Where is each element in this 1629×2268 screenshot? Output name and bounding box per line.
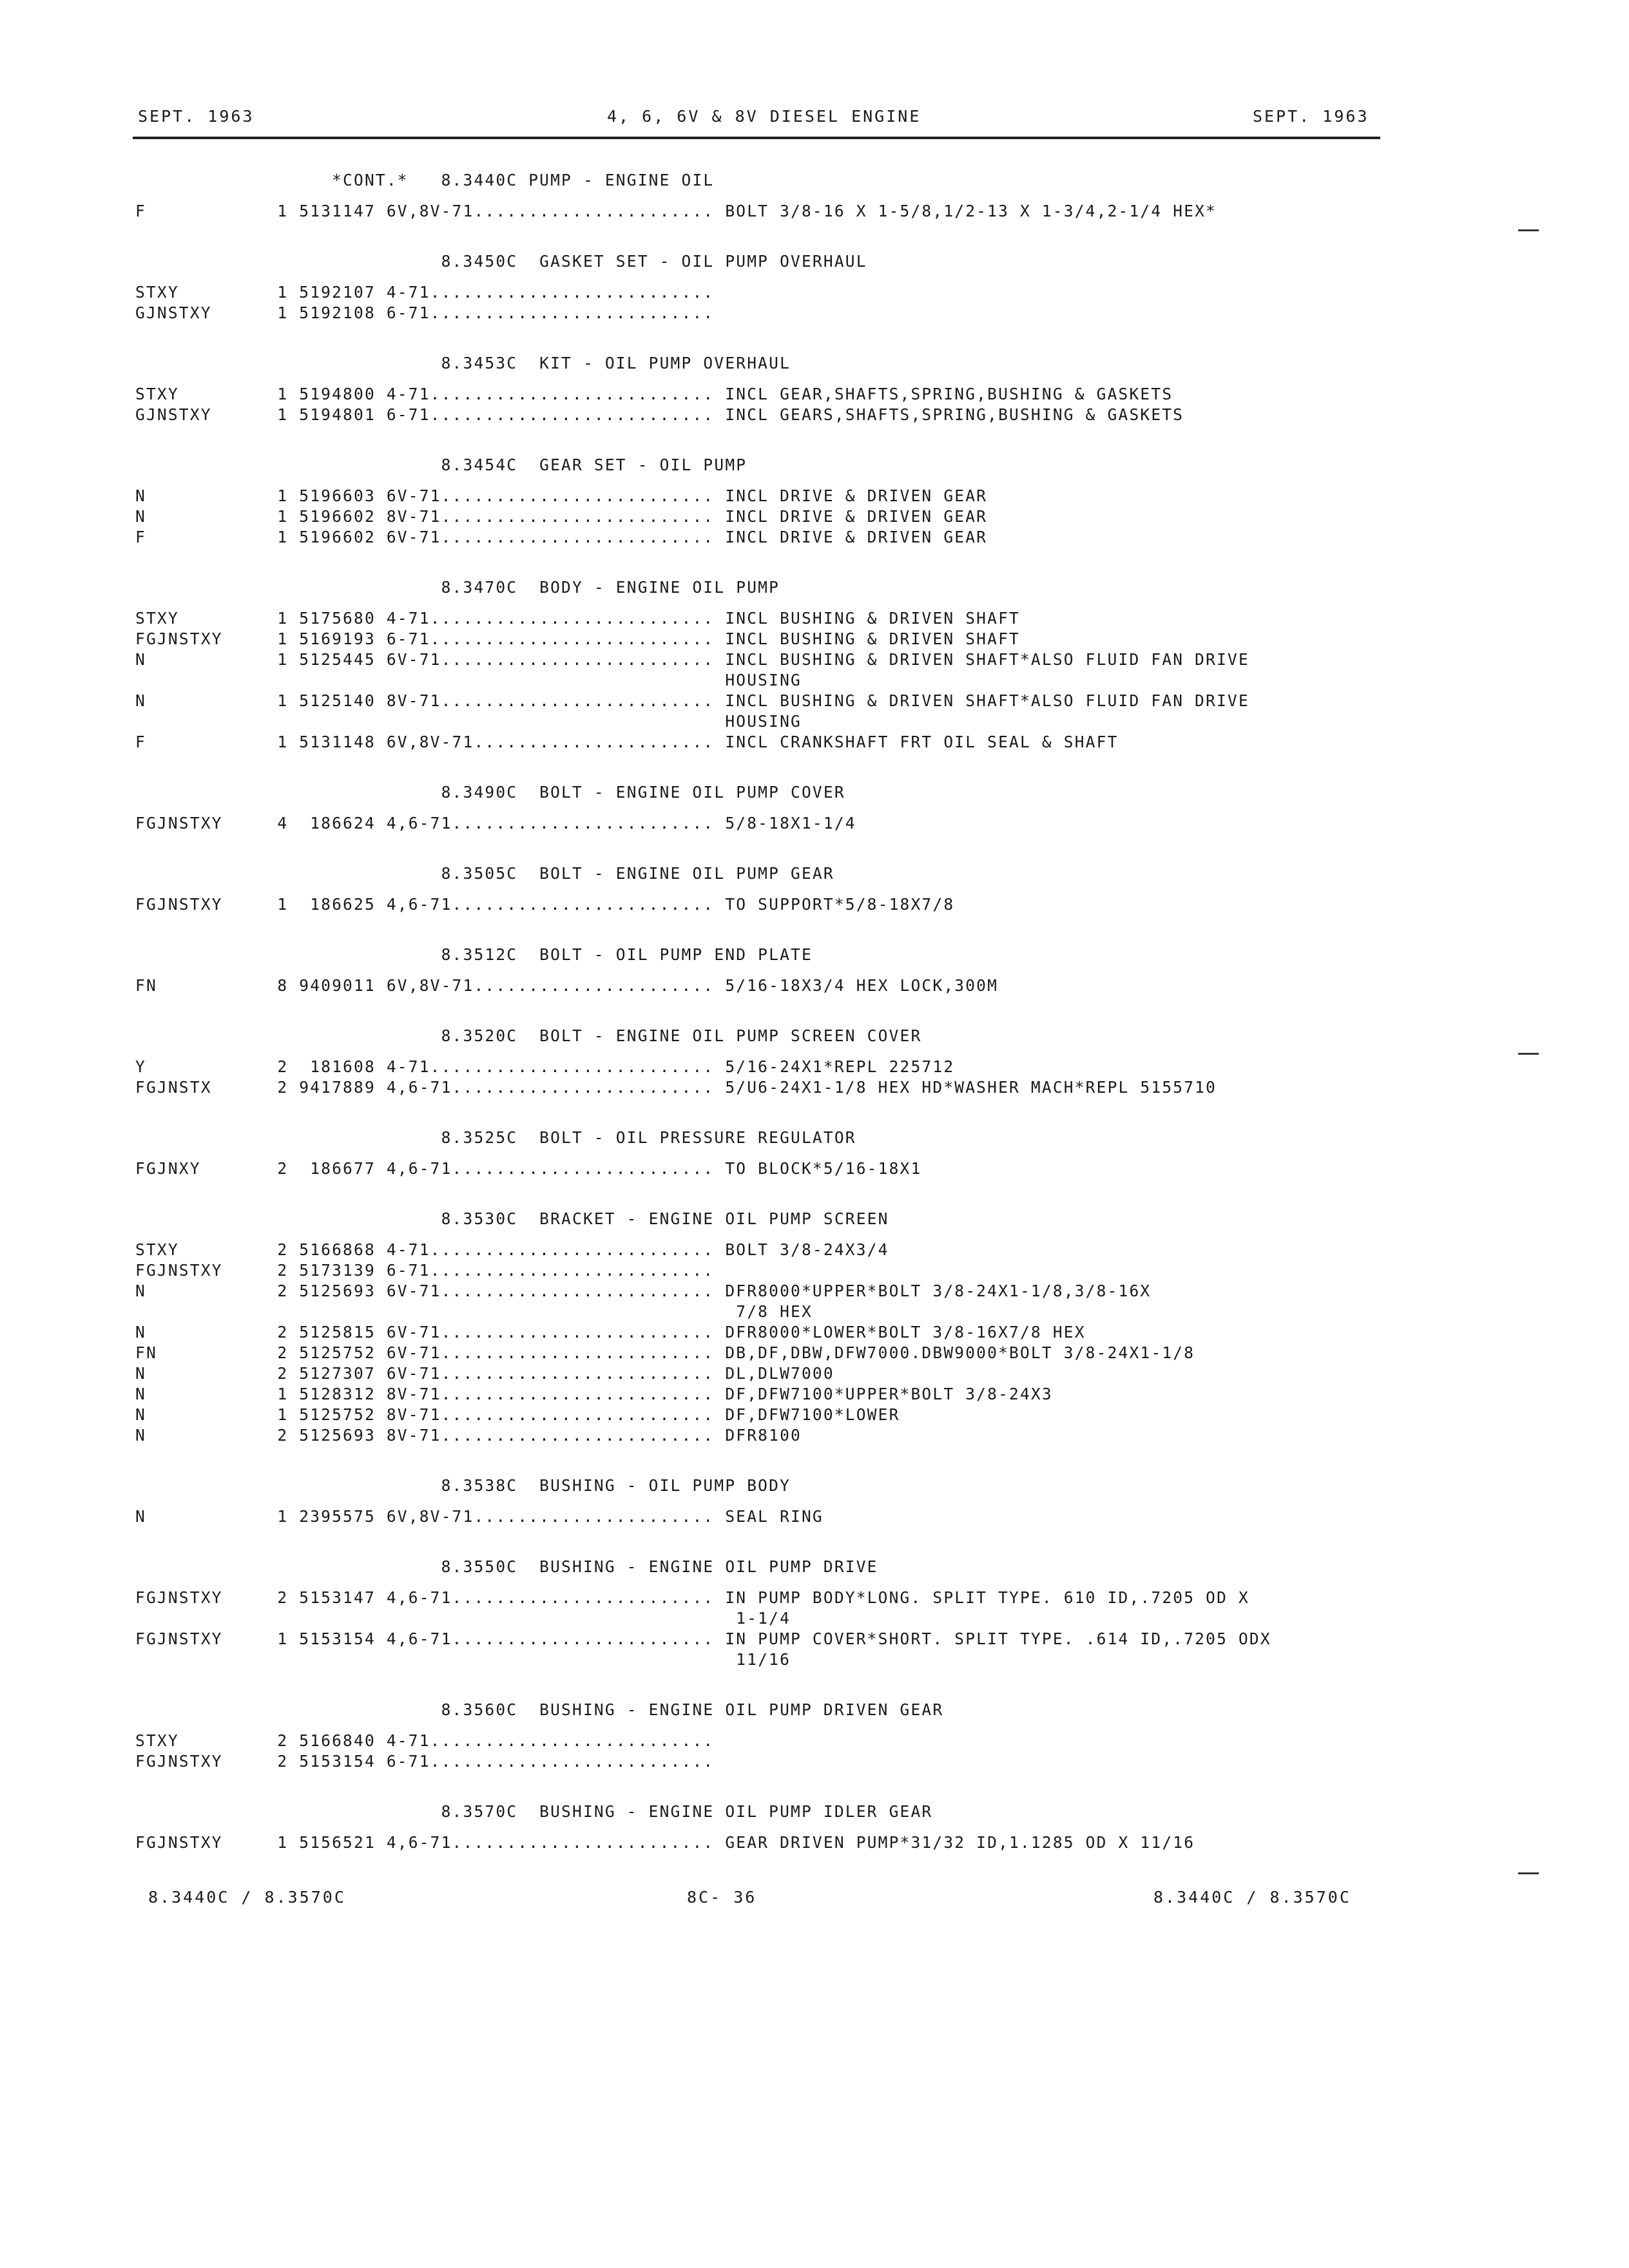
section-heading: 8.3538C BUSHING - OIL PUMP BODY [135, 1476, 791, 1495]
part-row: 11/16 [135, 1650, 791, 1669]
part-row: FN 2 5125752 6V-71......................... DB,DF,DBW,DFW7000.DBW9000*BOLT 3/8-24X1-1/8 [135, 1343, 1195, 1362]
part-row: F 1 5131148 6V,8V-71...................... INCL CRANKSHAFT FRT OIL SEAL & SHAFT [135, 733, 1119, 751]
part-row: FGJNSTXY 1 5169193 6-71.......................... INCL BUSHING & DRIVEN SHAFT [135, 629, 1020, 648]
section-spacer [135, 1446, 1398, 1465]
part-row: FGJNSTXY 2 5173139 6-71.......................... [135, 1261, 715, 1280]
part-row: STXY 1 5192107 4-71.......................... [135, 283, 715, 302]
part-row: HOUSING [135, 671, 802, 689]
part-row: F 1 5196602 6V-71......................... INCL DRIVE & DRIVEN GEAR [135, 528, 988, 546]
part-row: FGJNXY 2 186677 4,6-71........................ TO BLOCK*5/16-18X1 [135, 1159, 922, 1178]
section-spacer [135, 1772, 1398, 1791]
section-heading: 8.3453C KIT - OIL PUMP OVERHAUL [135, 354, 791, 372]
section-heading: 8.3454C GEAR SET - OIL PUMP [135, 456, 747, 474]
header-date-right: SEPT. 1963 [1253, 107, 1369, 126]
part-row: N 1 5196603 6V-71......................... INCL DRIVE & DRIVEN GEAR [135, 486, 988, 505]
section-heading: 8.3530C BRACKET - ENGINE OIL PUMP SCREEN [135, 1209, 889, 1228]
part-row: HOUSING [135, 712, 802, 731]
part-row: STXY 1 5175680 4-71.......................... INCL BUSHING & DRIVEN SHAFT [135, 609, 1020, 628]
part-row: STXY 1 5194800 4-71.......................... INCL GEAR,SHAFTS,SPRING,BUSHING & GASKETS [135, 385, 1173, 403]
section-spacer [135, 1527, 1398, 1546]
part-row: N 1 5125140 8V-71......................... INCL BUSHING & DRIVEN SHAFT*ALSO FLUID FAN DRIVE [135, 691, 1249, 710]
section-spacer [135, 834, 1398, 853]
section-spacer [135, 1179, 1398, 1198]
section-heading: 8.3490C BOLT - ENGINE OIL PUMP COVER [135, 783, 845, 802]
header-title: 4, 6, 6V & 8V DIESEL ENGINE [607, 107, 921, 126]
section-heading: 8.3512C BOLT - OIL PUMP END PLATE [135, 945, 813, 964]
part-row: N 2 5125693 8V-71......................... DFR8100 [135, 1426, 802, 1445]
margin-mark [1518, 229, 1539, 231]
part-row: FGJNSTXY 4 186624 4,6-71........................ 5/8-18X1-1/4 [135, 814, 856, 832]
part-row: N 2 5125693 6V-71......................... DFR8000*UPPER*BOLT 3/8-24X1-1/8,3/8-16X [135, 1282, 1152, 1300]
part-row: N 1 2395575 6V,8V-71...................... SEAL RING [135, 1507, 824, 1526]
section-spacer [135, 1853, 1398, 1872]
section-heading: 8.3470C BODY - ENGINE OIL PUMP [135, 578, 780, 597]
part-row: STXY 2 5166868 4-71.......................... BOLT 3/8-24X3/4 [135, 1240, 889, 1259]
header-rule [133, 137, 1380, 139]
footer-page-number: 8C- 36 [687, 1888, 757, 1907]
header-date-left: SEPT. 1963 [138, 107, 255, 126]
part-row: GJNSTXY 1 5194801 6-71.......................... INCL GEARS,SHAFTS,SPRING,BUSHING & GASKETS [135, 405, 1184, 424]
section-heading: 8.3525C BOLT - OIL PRESSURE REGULATOR [135, 1128, 856, 1147]
part-row: FGJNSTX 2 9417889 4,6-71........................ 5/U6-24X1-1/8 HEX HD*WASHER MACH*REPL 5155710 [135, 1078, 1217, 1097]
margin-mark [1518, 1872, 1539, 1874]
section-spacer [135, 222, 1398, 241]
parts-list [135, 160, 1398, 1872]
part-row: 7/8 HEX [135, 1302, 813, 1321]
part-row: FGJNSTXY 1 186625 4,6-71........................ TO SUPPORT*5/8-18X7/8 [135, 895, 955, 914]
section-heading: *CONT.* 8.3440C PUMP - ENGINE OIL [135, 171, 715, 189]
part-row: FGJNSTXY 2 5153154 6-71.......................... [135, 1752, 715, 1771]
part-row: STXY 2 5166840 4-71.......................... [135, 1731, 715, 1750]
section-spacer [135, 915, 1398, 934]
footer-range-left: 8.3440C / 8.3570C [148, 1888, 346, 1907]
section-spacer [135, 753, 1398, 772]
section-heading: 8.3560C BUSHING - ENGINE OIL PUMP DRIVEN GEAR [135, 1700, 944, 1719]
section-spacer [135, 323, 1398, 343]
section-heading: 8.3520C BOLT - ENGINE OIL PUMP SCREEN COVER [135, 1026, 922, 1045]
part-row: N 2 5125815 6V-71......................... DFR8000*LOWER*BOLT 3/8-16X7/8 HEX [135, 1323, 1086, 1341]
part-row: N 1 5196602 8V-71......................... INCL DRIVE & DRIVEN GEAR [135, 507, 988, 526]
footer-range-right: 8.3440C / 8.3570C [1153, 1888, 1351, 1907]
part-row: FGJNSTXY 2 5153147 4,6-71........................ IN PUMP BODY*LONG. SPLIT TYPE. 610 ID,.7205 OD X [135, 1588, 1249, 1607]
section-heading: 8.3570C BUSHING - ENGINE OIL PUMP IDLER GEAR [135, 1802, 933, 1821]
part-row: N 1 5125752 8V-71......................... DF,DFW7100*LOWER [135, 1405, 900, 1424]
section-heading: 8.3505C BOLT - ENGINE OIL PUMP GEAR [135, 864, 834, 883]
part-row: GJNSTXY 1 5192108 6-71.......................... [135, 303, 715, 322]
part-row: FGJNSTXY 1 5153154 4,6-71........................ IN PUMP COVER*SHORT. SPLIT TYPE. .614 ID,.7205 ODX [135, 1629, 1271, 1648]
part-row: N 1 5125445 6V-71......................... INCL BUSHING & DRIVEN SHAFT*ALSO FLUID FAN DRIVE [135, 650, 1249, 669]
section-spacer [135, 1670, 1398, 1689]
section-heading: 8.3550C BUSHING - ENGINE OIL PUMP DRIVE [135, 1557, 878, 1576]
section-spacer [135, 1098, 1398, 1117]
section-heading: 8.3450C GASKET SET - OIL PUMP OVERHAUL [135, 252, 867, 271]
part-row: 1-1/4 [135, 1609, 791, 1628]
part-row: FGJNSTXY 1 5156521 4,6-71........................ GEAR DRIVEN PUMP*31/32 ID,1.1285 OD X 11/16 [135, 1833, 1195, 1852]
part-row: N 1 5128312 8V-71......................... DF,DFW7100*UPPER*BOLT 3/8-24X3 [135, 1385, 1053, 1403]
part-row: F 1 5131147 6V,8V-71...................... BOLT 3/8-16 X 1-5/8,1/2-13 X 1-3/4,2-1/4 HEX* [135, 202, 1217, 220]
section-spacer [135, 425, 1398, 445]
part-row: N 2 5127307 6V-71......................... DL,DLW7000 [135, 1364, 834, 1383]
margin-mark [1518, 1053, 1539, 1055]
part-row: Y 2 181608 4-71.......................... 5/16-24X1*REPL 225712 [135, 1057, 955, 1076]
section-spacer [135, 996, 1398, 1015]
section-spacer [135, 548, 1398, 567]
part-row: FN 8 9409011 6V,8V-71...................... 5/16-18X3/4 HEX LOCK,300M [135, 976, 999, 995]
